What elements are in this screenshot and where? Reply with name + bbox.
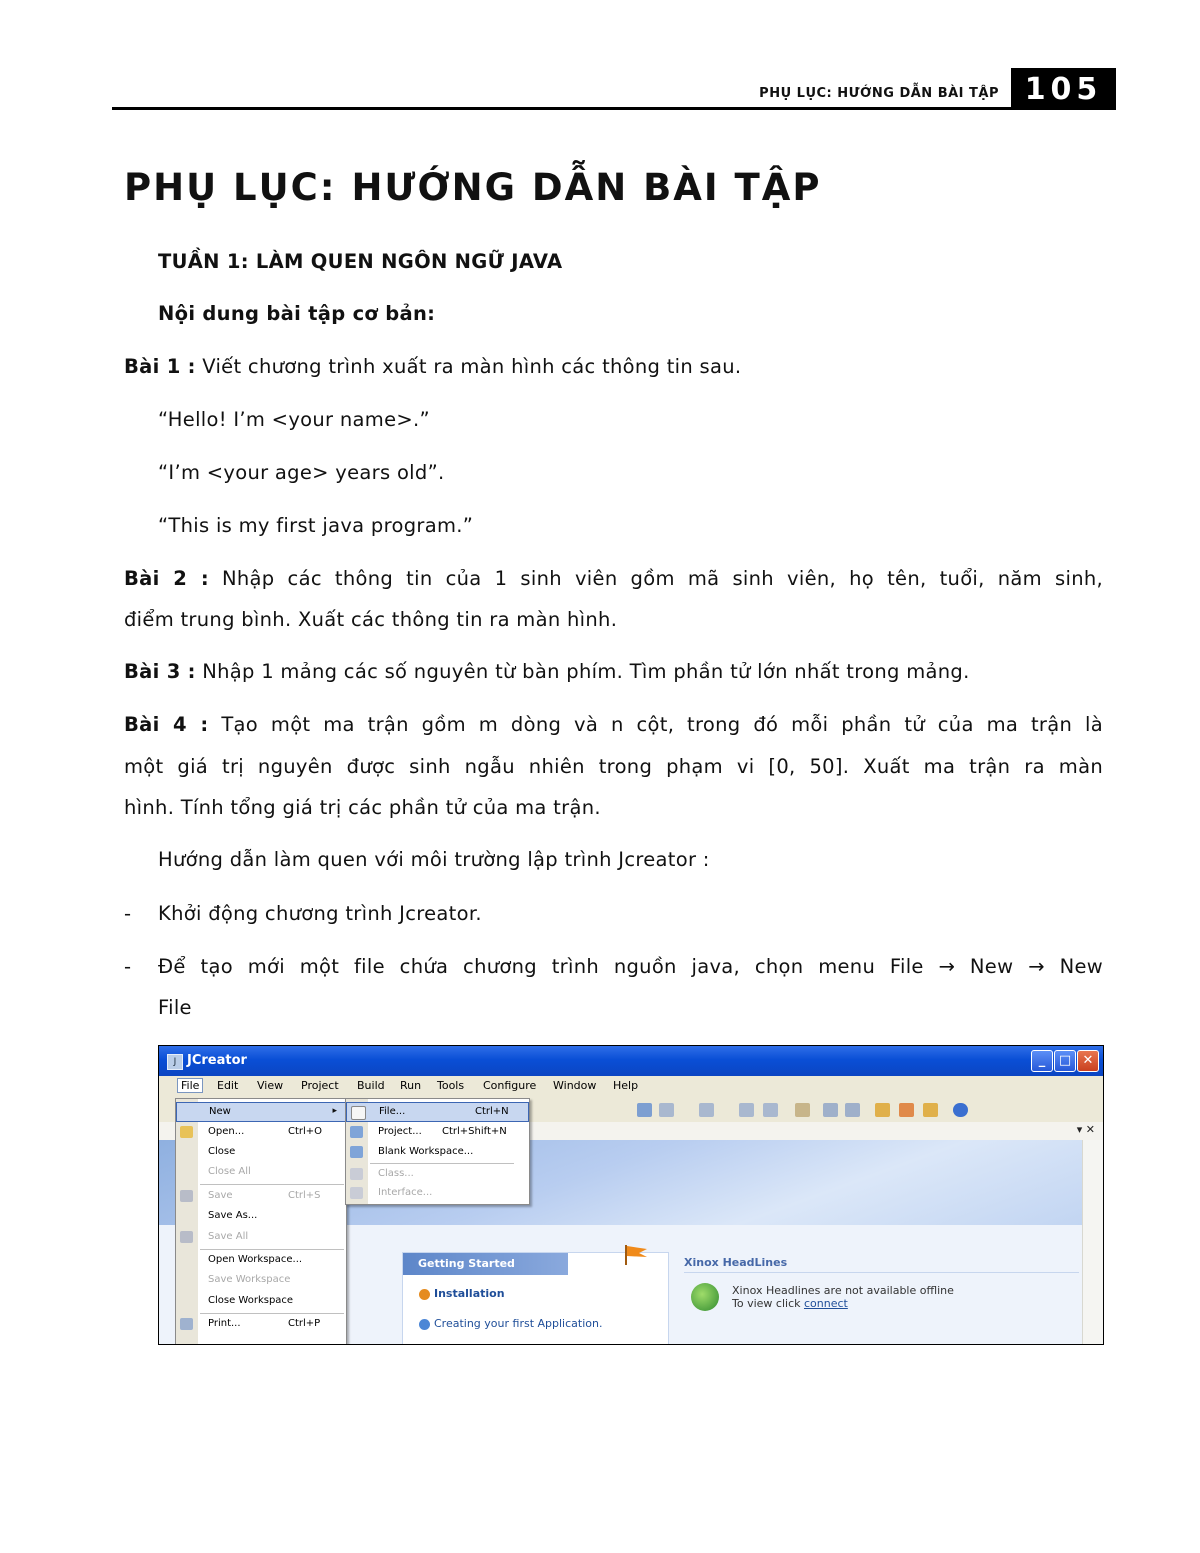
open-folder-icon xyxy=(180,1126,193,1138)
new-file-label: File... xyxy=(379,1106,406,1117)
file-menu-open[interactable] xyxy=(176,1123,346,1143)
file-menu-close-all xyxy=(176,1163,346,1183)
basic-heading-text: Nội dung bài tập cơ bản: xyxy=(158,302,436,325)
file-menu-save-label: Save xyxy=(208,1190,233,1201)
page-title: PHỤ LỤC: HƯỚNG DẪN BÀI TẬP xyxy=(124,166,822,209)
exercise-4-line-2: một giá trị nguyên được sinh ngẫu nhiên trong phạm vi [0, 50]. Xuất ma trận ra màn xyxy=(124,755,1103,778)
toolbar-help-icon[interactable] xyxy=(953,1103,968,1117)
file-menu-new[interactable] xyxy=(176,1102,346,1122)
jcreator-screenshot xyxy=(158,1045,1104,1345)
minimize-button[interactable]: _ xyxy=(1031,1050,1053,1072)
exercise-1-text: Viết chương trình xuất ra màn hình các thông tin sau. xyxy=(195,355,742,378)
file-menu-save-workspace xyxy=(176,1271,346,1291)
maximize-button[interactable]: □ xyxy=(1054,1050,1076,1072)
headlines-line-2-prefix: To view click xyxy=(732,1297,804,1310)
guide-heading: Hướng dẫn làm quen với môi trường lập trình Jcreator : xyxy=(158,848,710,871)
bullet-item-2-line-1: Để tạo mới một file chứa chương trình nguồn java, chọn menu File → New → New xyxy=(158,955,1103,978)
file-menu-close-all-label: Close All xyxy=(208,1166,251,1177)
exercise-2-line-1 xyxy=(124,567,1103,590)
new-interface-label: Interface... xyxy=(378,1187,433,1198)
menu-bar xyxy=(159,1076,1103,1099)
running-header: PHỤ LỤC: HƯỚNG DẪN BÀI TẬP xyxy=(759,86,999,101)
menu-separator xyxy=(200,1249,344,1250)
bullet-dash-1: - xyxy=(124,902,132,925)
file-menu-save-as[interactable] xyxy=(176,1207,346,1227)
exercise-3-text: Nhập 1 mảng các số nguyên từ bàn phím. Tìm phần tử lớn nhất trong mảng. xyxy=(195,660,970,683)
getting-started-title: Getting Started xyxy=(403,1253,568,1275)
toolbar-window-icon[interactable] xyxy=(875,1103,890,1117)
exercise-1-line-1: “Hello! I’m <your name>.” xyxy=(158,408,430,431)
toolbar-step-icon[interactable] xyxy=(699,1103,714,1117)
headlines-line-1: Xinox Headlines are not available offline xyxy=(732,1284,954,1297)
headlines-line-2 xyxy=(732,1297,954,1310)
new-project-item[interactable] xyxy=(346,1123,529,1143)
menu-separator xyxy=(200,1313,344,1314)
blank-workspace-label: Blank Workspace... xyxy=(378,1146,474,1157)
file-menu-close-label: Close xyxy=(208,1146,236,1157)
file-menu-new-label: New xyxy=(209,1106,231,1117)
file-menu-save-all xyxy=(176,1228,346,1248)
printer-icon xyxy=(180,1318,193,1330)
globe-icon xyxy=(691,1283,719,1311)
menu-separator xyxy=(200,1184,344,1185)
exercise-1-line-3: “This is my first java program.” xyxy=(158,514,474,537)
exercise-1-line-2: “I’m <your age> years old”. xyxy=(158,461,445,484)
first-app-link[interactable] xyxy=(419,1317,602,1330)
toolbar-wand-icon[interactable] xyxy=(795,1103,810,1117)
file-menu-print[interactable] xyxy=(176,1315,346,1335)
menu-window[interactable]: Window xyxy=(553,1079,597,1092)
interface-icon xyxy=(350,1187,363,1199)
exercise-3 xyxy=(124,660,970,683)
toolbar-find-icon[interactable] xyxy=(637,1103,652,1117)
toolbar-browser-icon[interactable] xyxy=(899,1103,914,1117)
file-menu xyxy=(175,1098,347,1345)
new-class-label: Class... xyxy=(378,1168,414,1179)
exercise-1-label: Bài 1 : xyxy=(124,355,196,378)
file-menu-open-shortcut: Ctrl+O xyxy=(288,1126,323,1137)
installation-label: Installation xyxy=(434,1287,505,1300)
basic-heading xyxy=(158,302,435,325)
new-submenu xyxy=(345,1098,530,1205)
exercise-1 xyxy=(124,355,741,378)
jcreator-app-icon: J xyxy=(167,1054,183,1070)
menu-project[interactable]: Project xyxy=(301,1079,339,1092)
new-interface-item xyxy=(346,1184,529,1204)
window-title: JCreator xyxy=(187,1053,247,1068)
exercise-2-label: Bài 2 : xyxy=(124,567,209,590)
blank-workspace-item[interactable] xyxy=(346,1143,529,1163)
week-heading: TUẦN 1: LÀM QUEN NGÔN NGỮ JAVA xyxy=(158,250,563,273)
menu-run[interactable]: Run xyxy=(400,1079,422,1092)
connect-link[interactable]: connect xyxy=(803,1297,848,1310)
file-menu-save-all-label: Save All xyxy=(208,1231,249,1242)
file-menu-save-shortcut: Ctrl+S xyxy=(288,1190,321,1201)
menu-configure[interactable]: Configure xyxy=(483,1079,537,1092)
close-button[interactable]: ✕ xyxy=(1077,1050,1099,1072)
document-bar-controls[interactable]: ▾ ✕ xyxy=(1076,1123,1095,1136)
toolbar-compile-icon[interactable] xyxy=(763,1103,778,1117)
file-menu-open-workspace-label: Open Workspace... xyxy=(208,1254,303,1265)
vertical-scrollbar[interactable] xyxy=(1082,1140,1103,1344)
window-titlebar xyxy=(159,1046,1103,1076)
new-project-shortcut: Ctrl+Shift+N xyxy=(442,1126,507,1137)
toolbar-forward-icon[interactable] xyxy=(845,1103,860,1117)
file-menu-open-workspace[interactable] xyxy=(176,1251,346,1271)
exercise-4-label: Bài 4 : xyxy=(124,713,209,736)
exercise-2-text: Nhập các thông tin của 1 sinh viên gồm mã sinh viên, họ tên, tuổi, năm sinh, xyxy=(208,567,1104,590)
file-menu-save-as-label: Save As... xyxy=(208,1210,258,1221)
flag-icon xyxy=(623,1245,649,1265)
header-rule xyxy=(112,107,1116,110)
file-menu-close[interactable] xyxy=(176,1143,346,1163)
first-app-bullet-icon xyxy=(419,1319,430,1330)
headlines-message xyxy=(732,1284,954,1310)
class-icon xyxy=(350,1168,363,1180)
page-number: 105 xyxy=(1011,68,1116,110)
file-menu-open-label: Open... xyxy=(208,1126,245,1137)
menu-file[interactable]: File xyxy=(177,1078,203,1093)
exercise-4-text: Tạo một ma trận gồm m dòng và n cột, trong đó mỗi phần tử của ma trận là xyxy=(208,713,1103,736)
new-project-label: Project... xyxy=(378,1126,422,1137)
menu-separator xyxy=(370,1163,514,1164)
file-menu-close-workspace[interactable] xyxy=(176,1292,346,1312)
file-menu-save-workspace-label: Save Workspace xyxy=(208,1274,291,1285)
installation-link[interactable] xyxy=(419,1287,505,1300)
new-project-icon xyxy=(350,1126,363,1138)
submenu-arrow-icon: ▸ xyxy=(332,1106,337,1116)
blank-workspace-icon xyxy=(350,1146,363,1158)
save-disk-icon xyxy=(180,1190,193,1202)
new-file-shortcut: Ctrl+N xyxy=(475,1106,509,1117)
file-menu-close-workspace-label: Close Workspace xyxy=(208,1295,294,1306)
bullet-item-1: Khởi động chương trình Jcreator. xyxy=(158,902,482,925)
bullet-item-2-line-2: File xyxy=(158,996,192,1019)
menu-view[interactable]: View xyxy=(257,1079,284,1092)
toolbar-run-icon[interactable] xyxy=(659,1103,674,1117)
exercise-2-line-2: điểm trung bình. Xuất các thông tin ra màn hình. xyxy=(124,608,618,631)
headlines-divider xyxy=(684,1272,1079,1273)
menu-build[interactable]: Build xyxy=(357,1079,385,1092)
toolbar-back-icon[interactable] xyxy=(823,1103,838,1117)
headlines-title: Xinox HeadLines xyxy=(684,1256,788,1269)
file-menu-save xyxy=(176,1187,346,1207)
first-app-label: Creating your first Application. xyxy=(434,1317,603,1330)
installation-bullet-icon xyxy=(419,1289,430,1300)
menu-edit[interactable]: Edit xyxy=(217,1079,239,1092)
bullet-dash-2: - xyxy=(124,955,132,978)
exercise-4-line-1 xyxy=(124,713,1103,736)
new-class-item xyxy=(346,1165,529,1185)
new-file-item[interactable] xyxy=(346,1102,529,1122)
exercise-3-label: Bài 3 : xyxy=(124,660,196,683)
save-all-icon xyxy=(180,1231,193,1243)
menu-tools[interactable]: Tools xyxy=(437,1079,465,1092)
toolbar-panel-icon[interactable] xyxy=(923,1103,938,1117)
menu-help[interactable]: Help xyxy=(613,1079,639,1092)
file-menu-print-shortcut: Ctrl+P xyxy=(288,1318,321,1329)
exercise-4-line-3: hình. Tính tổng giá trị các phần tử của ma trận. xyxy=(124,796,601,819)
getting-started-panel xyxy=(402,1252,669,1345)
toolbar-build-icon[interactable] xyxy=(739,1103,754,1117)
file-menu-print-label: Print... xyxy=(208,1318,241,1329)
new-file-icon xyxy=(351,1106,366,1120)
